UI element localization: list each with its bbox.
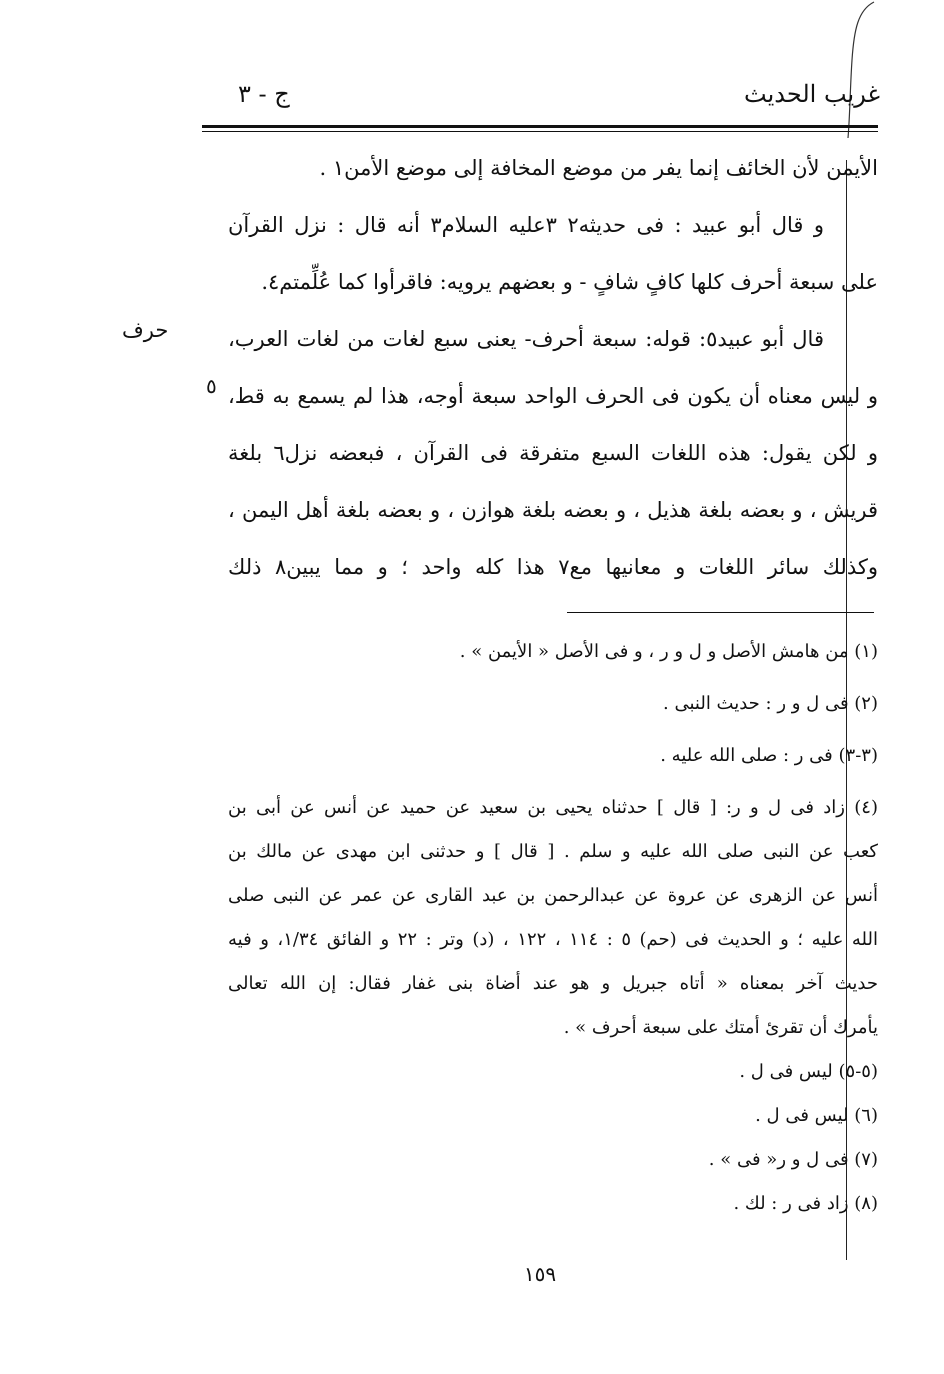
- running-head: [200, 80, 880, 120]
- text-line: الأيمن لأن الخائف إنما يفر من موضع المخافة إلى موضع الأمن١ .: [319, 156, 878, 180]
- text-line: وكذلك سائر اللغات و معانيها مع٧ هذا كله واحد ؛ و مما يبين٨ ذلك: [228, 555, 878, 579]
- footnote: (٣-٣) فى ر : صلى الله عليه .: [660, 745, 878, 766]
- margin-keyword: حرف: [122, 318, 169, 342]
- book-title: غريب الحديث: [744, 80, 880, 108]
- footnotes: [228, 630, 878, 1226]
- header-rule-thick: [202, 125, 878, 128]
- footnote: كعب عن النبى صلى الله عليه و سلم . [ قال ] و حدثنى ابن مهدى عن مالك بن: [228, 841, 878, 862]
- footnote: (٦) ليس فى ل .: [755, 1105, 878, 1126]
- text-line: على سبعة أحرف كلها كافٍ شافٍ - و بعضهم يرويه: فاقرأوا كما عُلِّمتم٤.: [261, 270, 878, 294]
- text-line: قال أبو عبيد٥: قوله: سبعة أحرف- يعنى سبع لغات من لغات العرب،: [228, 327, 824, 351]
- volume-number: ج - ٣: [238, 80, 290, 108]
- header-rule-thin: [202, 131, 878, 132]
- footnote: (٧) فى ل و ر« فى » .: [708, 1149, 878, 1170]
- footnote-separator: [567, 612, 874, 613]
- footnote: (٨) زاد فى ر : لك .: [733, 1193, 878, 1214]
- text-line: و لكن يقول: هذه اللغات السبع متفرقة فى القرآن ، فبعضه نزل٦ بلغة: [228, 441, 878, 465]
- footnote: (٤) زاد فى ل و ر: [ قال ] حدثناه يحيى بن سعيد عن حميد عن أنس عن أبى بن: [228, 797, 878, 818]
- footnote: (١) من هامش الأصل و ل و ر ، و فى الأصل « الأيمن » .: [459, 641, 878, 662]
- text-line: و ليس معناه أن يكون فى الحرف الواحد سبعة أوجه، هذا لم يسمع به قط،: [228, 384, 878, 408]
- footnote: يأمرك أن تقرئ أمتك على سبعة أحرف » .: [563, 1017, 878, 1038]
- margin-line-number: ٥: [206, 374, 217, 398]
- main-text: [228, 140, 878, 596]
- footnote: الله عليه ؛ و الحديث فى (حم) ٥ : ١١٤ ، ١٢٢ ، (د) وتر : ٢٢ و الفائق ١/٣٤، و فيه: [228, 929, 878, 950]
- page-number: ١٥٩: [523, 1262, 557, 1286]
- footnote: (٥-٥) ليس فى ل .: [739, 1061, 878, 1082]
- footnote: (٢) فى ل و ر : حديث النبى .: [663, 693, 878, 714]
- footnote: حديث آخر بمعناه « أتاه جبريل و هو عند أضاة بنى غفار فقال: إن الله تعالى: [228, 973, 878, 994]
- text-line: قريش ، و بعضه بلغة هذيل ، و بعضه بلغة هوازن ، و بعضه بلغة أهل اليمن ،: [228, 498, 878, 522]
- footnote: أنس عن الزهرى عن عروة عن عبدالرحمن بن عبد القارى عن عمر عن النبى صلى: [228, 885, 878, 906]
- text-line: و قال أبو عبيد : فى حديثه٢ ٣عليه السلام٣ أنه قال : نزل القرآن: [228, 213, 824, 237]
